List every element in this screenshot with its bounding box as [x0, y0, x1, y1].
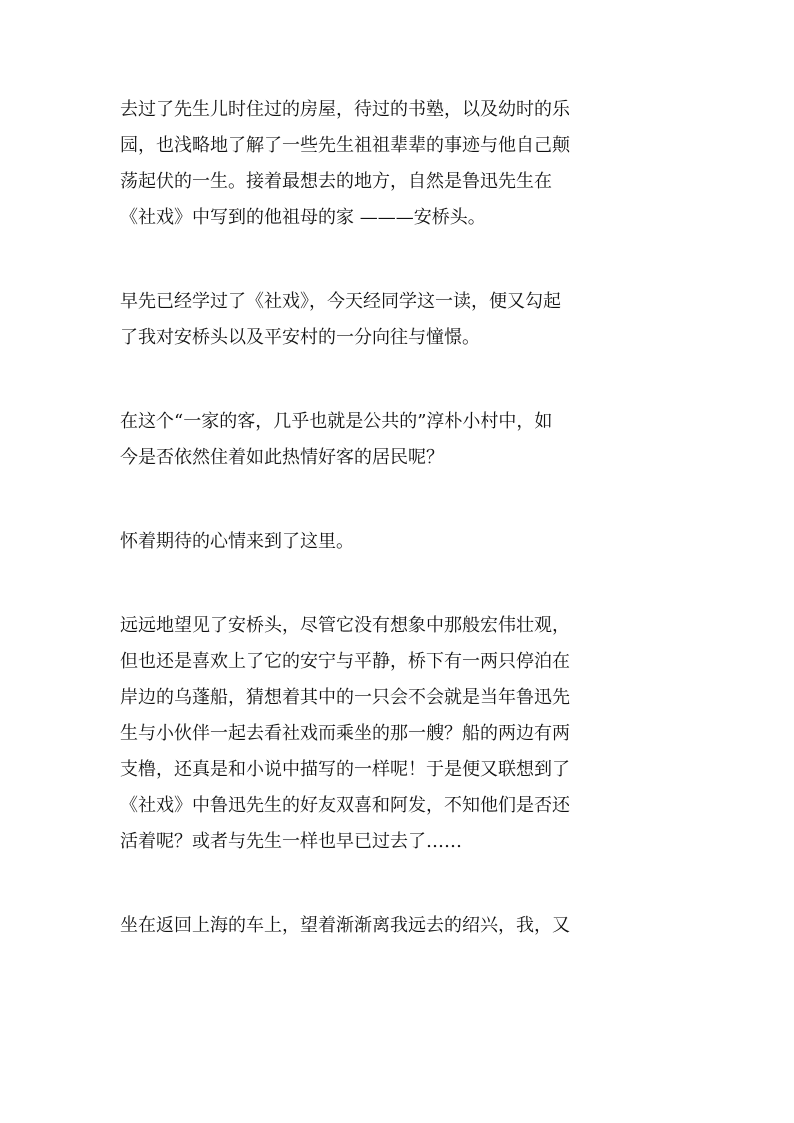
text-line: 但也还是喜欢上了它的安宁与平静，桥下有一两只停泊在 — [120, 651, 570, 672]
paragraph-3 — [120, 404, 660, 476]
document-page — [120, 92, 660, 992]
text-line: 《社戏》中写到的他祖母的家 ———安桥头。 — [120, 207, 486, 228]
text-line: 《社戏》中鲁迅先生的好友双喜和阿发，不知他们是否还 — [120, 795, 570, 816]
text-line: 生与小伙伴一起去看社戏而乘坐的那一艘？船的两边有两 — [120, 723, 570, 744]
text-line: 活着呢？或者与先生一样也早已过去了…… — [120, 831, 462, 852]
text-line: 支橹，还真是和小说中描写的一样呢！于是便又联想到了 — [120, 759, 570, 780]
text-line: 园，也浅略地了解了一些先生祖祖辈辈的事迹与他自己颠 — [120, 135, 570, 156]
text-line: 荡起伏的一生。接着最想去的地方，自然是鲁迅先生在 — [120, 171, 552, 192]
paragraph-1 — [120, 92, 660, 236]
text-line: 早先已经学过了《社戏》，今天经同学这一读，便又勾起 — [120, 291, 561, 312]
text-line: 岸边的乌蓬船，猜想着其中的一只会不会就是当年鲁迅先 — [120, 687, 570, 708]
paragraph-4 — [120, 524, 660, 560]
paragraph-5 — [120, 608, 660, 860]
paragraph-6 — [120, 908, 660, 944]
text-line: 远远地望见了安桥头，尽管它没有想象中那般宏伟壮观， — [120, 615, 570, 636]
text-line: 今是否依然住着如此热情好客的居民呢？ — [120, 447, 444, 468]
text-line: 去过了先生儿时住过的房屋，待过的书塾，以及幼时的乐 — [120, 99, 570, 120]
paragraph-2 — [120, 284, 660, 356]
text-line: 怀着期待的心情来到了这里。 — [120, 531, 354, 552]
text-line: 在这个“一家的客，几乎也就是公共的”淳朴小村中，如 — [120, 411, 553, 432]
text-line: 坐在返回上海的车上，望着渐渐离我远去的绍兴，我，又 — [120, 915, 570, 936]
text-line: 了我对安桥头以及平安村的一分向往与憧憬。 — [120, 327, 480, 348]
